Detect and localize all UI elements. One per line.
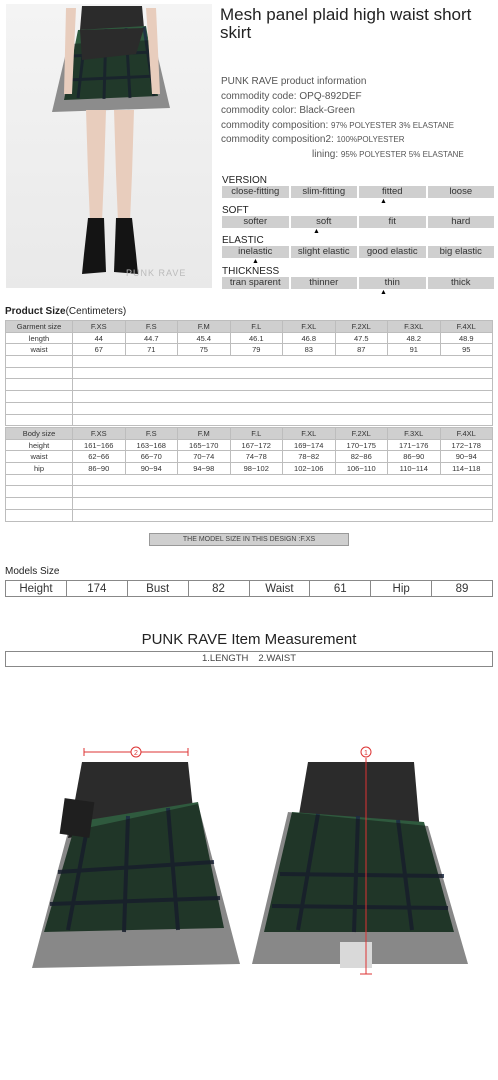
- thickness-scale: [222, 277, 494, 289]
- scale-option: loose: [428, 186, 495, 198]
- commodity-composition2: commodity composition2: 100%POLYESTER: [221, 134, 405, 146]
- table-row: height 161~166 163~168 165~170 167~172 169~174 170~175 171~176 172~178: [6, 439, 493, 451]
- info-heading: PUNK RAVE product information: [221, 76, 367, 87]
- elastic-marker-icon: ▲: [252, 258, 259, 265]
- table-row-empty: [6, 498, 493, 510]
- product-title: Mesh panel plaid high waist short skirt: [220, 5, 472, 42]
- scale-option: soft: [291, 216, 358, 228]
- waist-marker: 2: [134, 750, 138, 757]
- scale-option: hard: [428, 216, 495, 228]
- table-row-empty: [6, 356, 493, 368]
- product-size-label: Product Size(Centimeters): [5, 306, 127, 317]
- scale-option: thick: [428, 277, 495, 289]
- soft-scale: [222, 216, 494, 228]
- thickness-marker-icon: ▲: [380, 289, 387, 296]
- table-row-empty: [6, 367, 493, 379]
- skirt-back-image: [248, 742, 473, 982]
- measurement-waist: 2.WAIST: [258, 653, 297, 664]
- thickness-title: THICKNESS: [222, 266, 280, 277]
- table-header-row: Garment size F.XS F.S F.M F.L F.XL F.2XL F.3XL F.4XL: [6, 321, 493, 333]
- watermark: PUNK RAVE: [126, 268, 187, 278]
- scale-option: inelastic: [222, 246, 289, 258]
- scale-option: softer: [222, 216, 289, 228]
- product-info: [221, 75, 493, 163]
- table-row-empty: [6, 379, 493, 391]
- version-scale: [222, 186, 494, 198]
- commodity-code: commodity code: OPQ-892DEF: [221, 90, 362, 102]
- table-row-empty: [6, 509, 493, 521]
- model-size-note: THE MODEL SIZE IN THIS DESIGN :F.XS: [149, 533, 349, 546]
- length-marker: 1: [364, 750, 368, 757]
- version-marker-icon: ▲: [380, 198, 387, 205]
- scale-option: thinner: [291, 277, 358, 289]
- commodity-color: commodity color: Black-Green: [221, 105, 355, 117]
- elastic-title: ELASTIC: [222, 235, 264, 246]
- table-row: waist 67 71 75 79 83 87 91 95: [6, 344, 493, 356]
- commodity-composition: commodity composition: 97% POLYESTER 3% ELASTANE: [221, 119, 454, 131]
- table-row-empty: [6, 414, 493, 426]
- scale-option: fit: [359, 216, 426, 228]
- version-title: VERSION: [222, 175, 268, 186]
- skirt-front-image: [28, 742, 248, 982]
- models-size-table: [5, 580, 493, 597]
- scale-option: close-fitting: [222, 186, 289, 198]
- table-row-empty: [6, 391, 493, 403]
- body-size-table: [5, 427, 493, 522]
- scale-option: fitted: [359, 186, 426, 198]
- elastic-scale: [222, 246, 494, 258]
- table-row: waist 62~66 66~70 70~74 74~78 78~82 82~86 86~90 90~94: [6, 451, 493, 463]
- measurement-items: [5, 651, 493, 667]
- lining-composition: lining: 95% POLYESTER 5% ELASTANE: [312, 148, 464, 160]
- scale-option: tran sparent: [222, 277, 289, 289]
- model-photo: [6, 4, 212, 288]
- soft-title: SOFT: [222, 205, 249, 216]
- table-row-empty: [6, 474, 493, 486]
- model-illustration: [6, 4, 212, 288]
- table-row: Height 174 Bust 82 Waist 61 Hip 89: [6, 581, 493, 597]
- measurement-length: 1.LENGTH: [201, 653, 249, 664]
- table-row: length 44 44.7 45.4 46.1 46.8 47.5 48.2 48.9: [6, 332, 493, 344]
- scale-option: good elastic: [359, 246, 426, 258]
- table-header-row: Body size F.XS F.S F.M F.L F.XL F.2XL F.3XL F.4XL: [6, 428, 493, 440]
- scale-option: big elastic: [428, 246, 495, 258]
- measurement-title: PUNK RAVE Item Measurement: [141, 631, 357, 648]
- scale-option: slim-fitting: [291, 186, 358, 198]
- scale-option: thin: [359, 277, 426, 289]
- scale-option: slight elastic: [291, 246, 358, 258]
- table-row: hip 86~90 90~94 94~98 98~102 102~106 106~110 110~114 114~118: [6, 463, 493, 475]
- product-size-table: [5, 320, 493, 426]
- table-row-empty: [6, 486, 493, 498]
- soft-marker-icon: ▲: [313, 228, 320, 235]
- models-size-label: Models Size: [5, 566, 60, 577]
- table-row-empty: [6, 402, 493, 414]
